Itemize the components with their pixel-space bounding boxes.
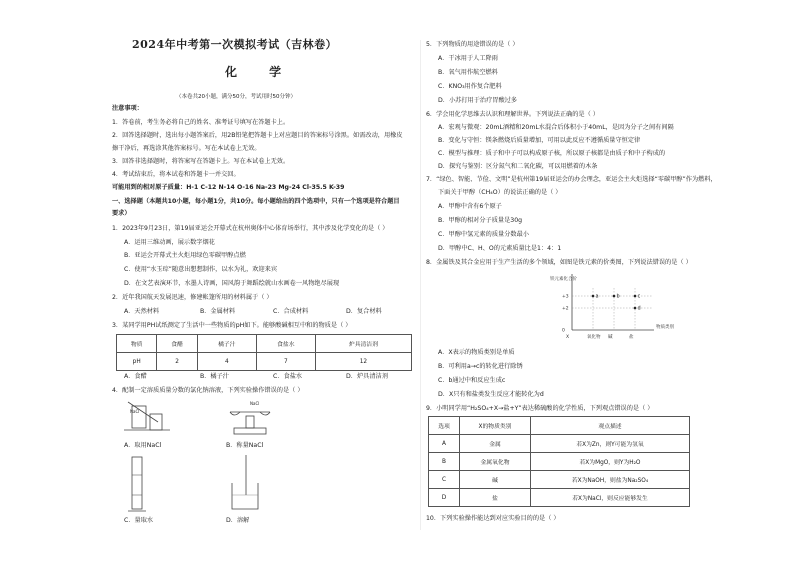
ph-header: 炉具清洁剂 bbox=[315, 335, 411, 353]
q8-option: A．X表示的物质类别是单质 bbox=[438, 349, 515, 356]
ph-header: 食醋 bbox=[157, 335, 197, 353]
acid-cell: 若X为Zn，则Y可能为氢氧 bbox=[531, 435, 690, 453]
notes-heading: 注意事项： bbox=[112, 105, 143, 112]
note-item: 擦干净后，再选涂其他答案标号。写在本试卷上无效。 bbox=[112, 145, 261, 152]
section-heading: 一、选择题（本题共10小题，每小题1分，共10分。每小题给出的四个选项中，只有一个选项是符合题目 bbox=[112, 198, 400, 205]
q4-label-b: B．称量NaCl bbox=[226, 442, 264, 449]
x-tick-label: 盐 bbox=[629, 335, 634, 340]
q1-option: A．运用三维动画，展示数字烟花 bbox=[124, 239, 215, 246]
acid-cell: C bbox=[429, 471, 460, 489]
note-item: 4．考试结束后，将本试卷和答题卡一并交回。 bbox=[112, 171, 240, 178]
q8-option: B．可利用a→c的转化进行除锈 bbox=[438, 363, 523, 370]
acid-cell: 若X为MgO，则Y为H₂O bbox=[531, 453, 690, 471]
note-item: 1．答卷前，考生务必将自己的姓名、准考证号填写在答题卡上。 bbox=[112, 119, 290, 126]
ph-cell: 12 bbox=[315, 353, 411, 371]
q7-option: D．甲醇中C、H、O的元素质量比是1：4：1 bbox=[438, 245, 562, 252]
q1-stem: 1．2023年9月23日，第19届亚运会开幕式在杭州奥体中心体育场举行，其中涉及化学变化的是（ ） bbox=[112, 225, 389, 232]
q4-label-c: C．量取水 bbox=[124, 517, 154, 524]
acid-header: 选项 bbox=[429, 417, 460, 435]
q7-stem-cont: 下面关于甲醇（CH₄O）的说法正确的是（ ） bbox=[438, 189, 562, 196]
q1-option: C．使用“水玉琮”随意出想想制作，以水为礼，欢迎来宾 bbox=[124, 266, 278, 273]
q1-option: D．在文艺表演环节，水墨人诗画，国风韵于舞蹈绘就山水画卷一风物绝尽展现 bbox=[124, 280, 340, 287]
data-point-a bbox=[592, 295, 595, 298]
point-label: c bbox=[637, 293, 641, 300]
note-item: 2．回答选择题时，选出每小题答案后，用2B铅笔把答题卡上对应题目的答案标号涂黑。如需改动，用橡皮 bbox=[112, 132, 403, 139]
q4-stem: 4．配制一定溶质质量分数的氯化钠溶液，下列实验操作错误的是（ ） bbox=[112, 387, 304, 394]
q3-option: D．炉具清洁剂 bbox=[346, 373, 388, 380]
point-label: b bbox=[616, 293, 620, 300]
q7-option: A．甲醇中含有6个原子 bbox=[438, 203, 502, 210]
atomic-masses: 可能用到的相对原子质量：H-1 C-12 N-14 O-16 Na-23 Mg-24 Cl-35.5 K-39 bbox=[112, 184, 345, 191]
q7-option: B．甲醇的相对分子质量是30g bbox=[438, 217, 523, 224]
q1-option: B．亚运会开幕式主火炬用绿色零碳甲醇点燃 bbox=[124, 252, 246, 259]
q2-stem: 2．近年我国航天发展迅速，修建帐篷所用的材料属于（ ） bbox=[112, 294, 273, 301]
y-axis-label: 铁元素化合价 bbox=[550, 277, 577, 282]
ph-cell: 7 bbox=[256, 353, 315, 371]
q2-option: A．天然材料 bbox=[124, 308, 160, 315]
x-tick-label: X bbox=[566, 335, 570, 340]
ph-table bbox=[116, 334, 412, 371]
q3-stem: 3．某同学用PH试纸测定了生活中一些物质的pH如下。能够酸碱相互中和的物质是（ ） bbox=[112, 322, 352, 329]
acid-header: X的物质类别 bbox=[460, 417, 531, 435]
acid-header: 观点描述 bbox=[531, 417, 690, 435]
q6-option: A．宏观与微观：20mL酒精和20mL水混合后体积小于40mL，是因为分子之间有间隔 bbox=[438, 124, 674, 131]
q8-option: D．X只有和盐类发生反应才能转化为d bbox=[438, 391, 544, 398]
q3-option: C．食盐水 bbox=[273, 373, 303, 380]
x-tick-label: 碱 bbox=[608, 335, 613, 340]
q6-option: D．探究与鉴别：区分氮气和二氧化碳，可以用燃着的木条 bbox=[438, 163, 598, 170]
note-item: 3．回答非选择题时，将答案写在答题卡上。写在本试卷上无效。 bbox=[112, 158, 290, 165]
ph-cell: pH bbox=[117, 353, 157, 371]
data-point-d bbox=[634, 307, 637, 310]
acid-cell: 若X为NaCl，则反应能够发生 bbox=[531, 489, 690, 507]
q5-stem: 5．下列物质的用途错误的是（ ） bbox=[426, 41, 519, 48]
q7-option: C．甲醇中氢元素的质量分数最小 bbox=[438, 231, 529, 238]
q2-option: B．金属材料 bbox=[200, 308, 236, 315]
subject-title: 化 学 bbox=[225, 65, 296, 79]
q3-option: B．橘子汁 bbox=[200, 373, 229, 380]
ph-cell: 4 bbox=[197, 353, 256, 371]
q5-option: D．小苏打用于治疗胃酸过多 bbox=[438, 97, 518, 104]
q5-option: C．KNO₃用作复合肥料 bbox=[438, 83, 502, 90]
ph-cell: 2 bbox=[157, 353, 197, 371]
acid-cell: A bbox=[429, 435, 460, 453]
q2-option: C．合成材料 bbox=[273, 308, 309, 315]
y-tick-label: 0 bbox=[562, 328, 565, 334]
q5-option: A．干冰用于人工降雨 bbox=[438, 55, 498, 62]
nacl-label: NaCl bbox=[130, 409, 140, 414]
valence-chart bbox=[548, 268, 680, 344]
q6-stem: 6．学会用化学思维去认识和理解世界。下列说法正确的是（ ） bbox=[426, 111, 599, 118]
q8-stem: 8．金属铁及其合金应用于生产生活的多个领域，如图是铁元素的价类图，下列说法错误的是（ ） bbox=[426, 259, 692, 266]
q8-option: C．b通过中和反应生成c bbox=[438, 377, 506, 384]
data-point-c bbox=[634, 295, 637, 298]
point-label: d bbox=[637, 305, 641, 312]
acid-cell: 盐 bbox=[460, 489, 531, 507]
exam-note: （本卷共20小题，满分50分，考试用时50分钟） bbox=[176, 94, 296, 100]
exam-title: 2024年中考第一次模拟考试（吉林卷） bbox=[132, 38, 338, 51]
q4-label-d: D．溶解 bbox=[226, 517, 250, 524]
spatula-bottle-illustration bbox=[124, 398, 174, 438]
cylinder-illustration bbox=[124, 455, 154, 515]
nacl-label: NaCl bbox=[250, 401, 260, 406]
acid-cell: D bbox=[429, 489, 460, 507]
q6-option: B．变化与守恒：镁条燃烧后质量增加，可用以此反应不遵循质量守恒定律 bbox=[438, 137, 641, 144]
q10-stem: 10．下列实验操作能达到对应实验目的的是（ ） bbox=[426, 515, 560, 522]
q7-stem: 7．“绿色、智能、节俭、文明”是杭州第19届亚运会的办会理念，亚运会主火炬选择“零碳甲醇”作为燃料， bbox=[426, 176, 717, 183]
beaker-illustration bbox=[226, 455, 266, 515]
acid-table bbox=[428, 416, 690, 507]
y-tick-label: +3 bbox=[562, 294, 569, 300]
point-label: a bbox=[595, 293, 599, 300]
x-tick-label: 氧化物 bbox=[587, 335, 601, 340]
acid-cell: B bbox=[429, 453, 460, 471]
x-axis-label: 物质类别 bbox=[656, 325, 674, 330]
q4-label-a: A．取用NaCl bbox=[124, 442, 162, 449]
acid-cell: 若X为NaOH，则盐为Na₂SO₄ bbox=[531, 471, 690, 489]
q2-option: D．复合材料 bbox=[346, 308, 382, 315]
q9-stem: 9．小明同学用“H₂SO₄+X→盐+Y”表达稀硫酸的化学性质，下列观点错误的是（ ） bbox=[426, 405, 654, 412]
q6-option: C．模型与推理：质子和中子可以构成原子核，所以原子核都是由质子和中子构成的 bbox=[438, 150, 666, 157]
y-tick-label: +2 bbox=[562, 306, 569, 312]
ph-header: 橘子汁 bbox=[197, 335, 256, 353]
q3-option: A．食醋 bbox=[124, 373, 147, 380]
acid-cell: 金属氧化物 bbox=[460, 453, 531, 471]
ph-header: 食盐水 bbox=[256, 335, 315, 353]
acid-cell: 金属 bbox=[460, 435, 531, 453]
section-heading-cont: 要求） bbox=[112, 210, 131, 217]
data-point-b bbox=[613, 295, 616, 298]
column-divider bbox=[420, 40, 421, 530]
acid-cell: 碱 bbox=[460, 471, 531, 489]
q5-option: B．氧气用作航空燃料 bbox=[438, 69, 498, 76]
ph-header: 物质 bbox=[117, 335, 157, 353]
